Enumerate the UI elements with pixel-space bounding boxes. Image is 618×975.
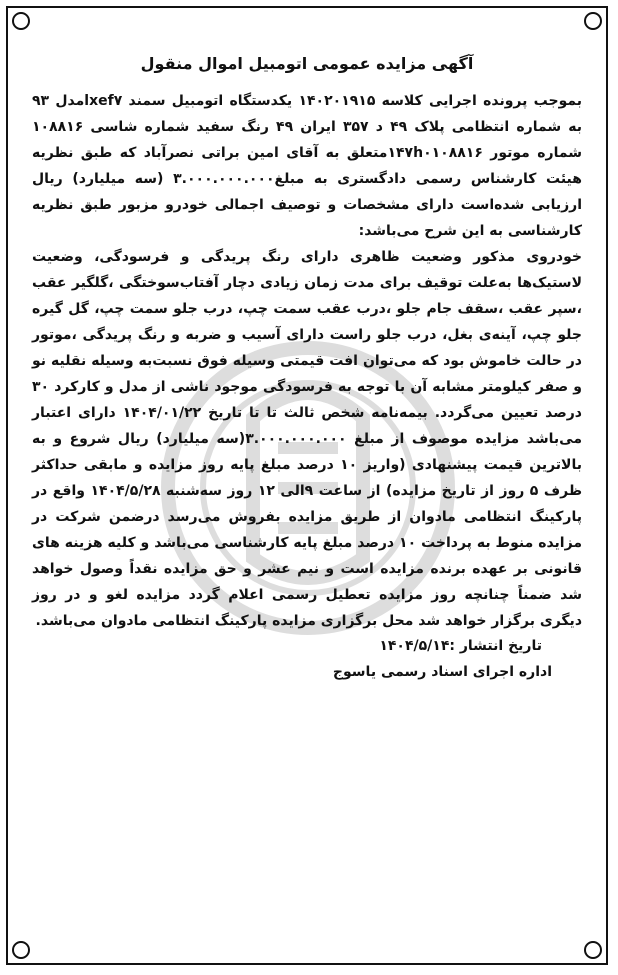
corner-ornament xyxy=(584,941,602,959)
paragraph-vehicle-details: بموجب پرونده اجرایی کلاسه ۱۴۰۲۰۱۹۱۵ یکدستگاه اتومبیل سمند lxef۷مدل ۹۳ به شماره انتظامی پلاک ۴۹ د ۳۵۷ ایران ۴۹ رنگ سفید شماره شاسی ۱۰۸۸۱۶ شماره موتور ۱۴۷h۰۱۰۸۸۱۶متعلق به آقای امین براتی نصرآباد که طبق نظریه هیئت کارشناس رسمی دادگستری به مبلغ۳.۰۰۰.۰۰۰.۰۰۰ (سه میلیارد) ریال ارزیابی شده‌است دارای مشخصات و توصیف اجمالی خودرو مزبور طبق نظریه کارشناسی به این شرح می‌باشد: xyxy=(32,93,583,239)
notice-title: آگهی مزایده عمومی اتومبیل اموال منقول xyxy=(140,54,474,73)
notice-body xyxy=(32,54,582,680)
publish-date: تاریخ انتشار :۱۴۰۴/۵/۱۴ xyxy=(379,638,542,654)
corner-ornament xyxy=(584,12,602,30)
notice-frame xyxy=(6,6,608,965)
corner-ornament xyxy=(12,12,30,30)
issuing-office: اداره اجرای اسناد رسمی یاسوج xyxy=(332,664,552,680)
paragraph-condition-and-terms: خودروی مذکور وضعیت ظاهری دارای رنگ پریدگی و فرسودگی، وضعیت لاستیک‌ها به‌علت توقیف برای مدت زمان زیادی دچار آفتاب‌سوختگی ،گلگیر عقب ،سپر عقب ،سقف جام جلو ،درب عقب سمت چپ، درب جلو سمت چپ، گل گیره جلو چپ، آینه‌ی بغل، درب جلو راست دارای آسیب و ضربه و رنگ پریدگی ،موتور در حالت خاموش بود که می‌توان افت قیمتی وسیله فوق نسبت‌به وسیله نقلیه نو و صفر کیلومتر مشابه آن با توجه به فرسودگی موجود ناشی از مدل و کارکرد ۳۰ درصد تعیین می‌گردد. بیمه‌نامه شخص ثالث تا تا تاریخ ۱۴۰۴/۰۱/۲۲ دارای اعتبار می‌باشد مزایده موصوف از مبلغ ۳.۰۰۰.۰۰۰.۰۰۰(سه میلیارد) ریال شروع و به بالاترین قیمت پیشنهادی (واریز ۱۰ درصد مبلغ پایه روز مزایده و مابقی حداکثر ظرف ۵ روز از تاریخ مزایده) از ساعت ۹الی ۱۲ روز سه‌شنبه ۱۴۰۴/۵/۲۸ واقع در پارکینگ انتظامی مادوان از طریق مزایده بفروش می‌رسد درضمن شرکت در مزایده منوط به پرداخت ۱۰ درصد مبلغ پایه کارشناسی می‌باشد و کلیه هزینه های قانونی بر عهده برنده مزایده است و نیم عشر و حق مزایده نقداً وصول خواهد شد ضمناً چنانچه روز مزایده تعطیل رسمی اعلام گردد مزایده لغو و در روز دیگری برگزار خواهد شد محل برگزاری مزایده پارکینگ انتظامی مادوان می‌باشد. xyxy=(32,249,583,629)
corner-ornament xyxy=(12,941,30,959)
